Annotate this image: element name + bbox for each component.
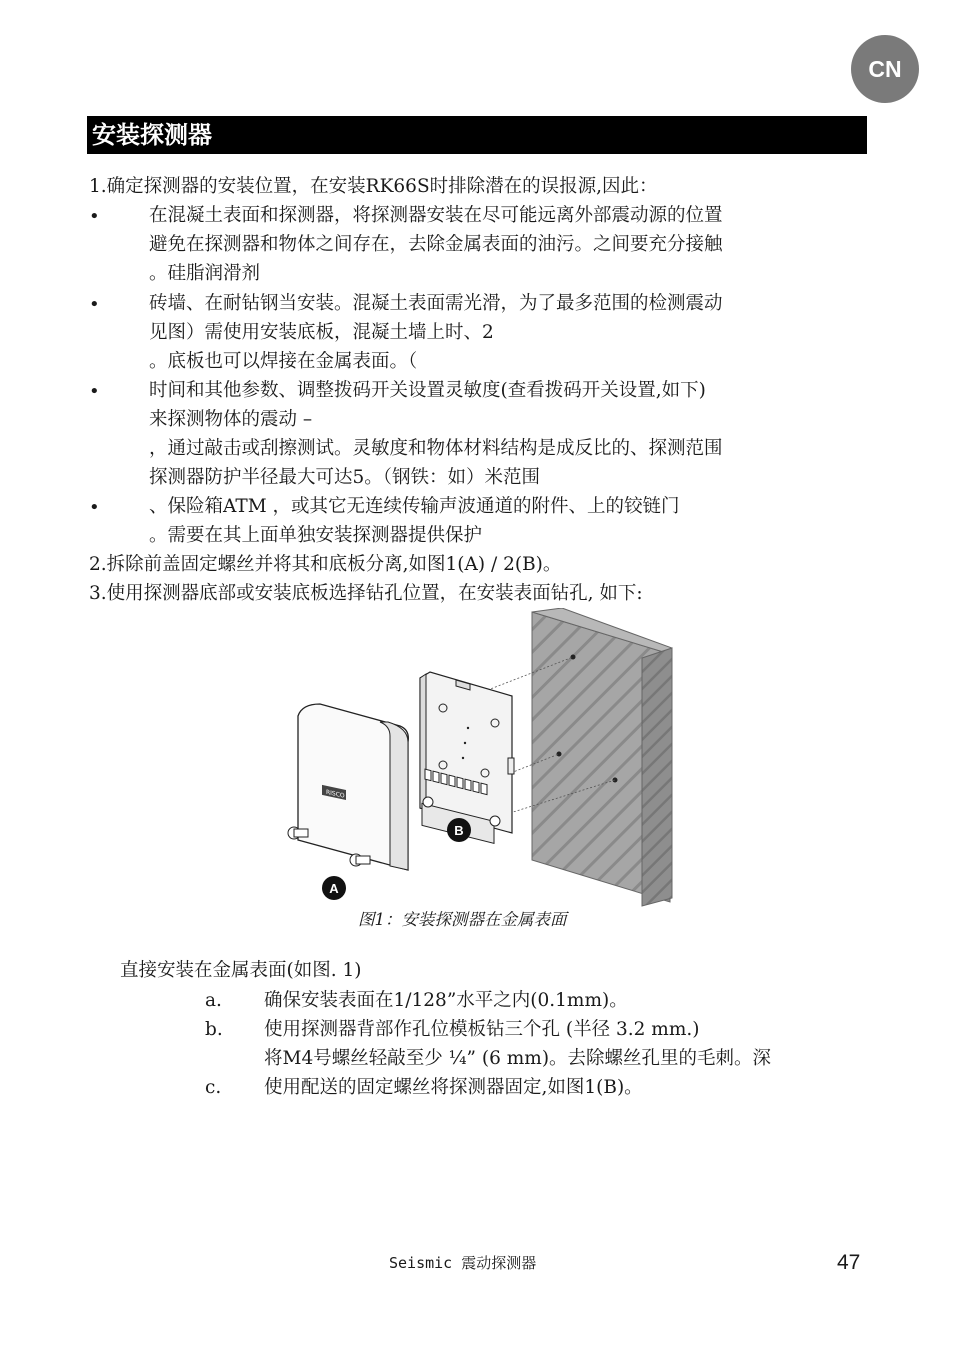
- device-brand-label: RISCO: [326, 788, 345, 800]
- step-2: 2.拆除前盖固定螺丝并将其和底板分离,如图1(A) / 2(B)。: [89, 554, 562, 575]
- list-item-text: 使用配送的固定螺丝将探测器固定,如图1(B)。: [264, 1077, 643, 1098]
- bullet-dot: •: [89, 294, 100, 315]
- bullet-line: 探测器防护半径最大可达5。（钢铁：如）米范围: [149, 467, 541, 488]
- direct-mount-heading: 直接安装在金属表面(如图. 1): [120, 960, 362, 981]
- footer-text: Seismic 震动探测器: [389, 1254, 537, 1272]
- list-marker: b.: [205, 1019, 223, 1040]
- installation-figure: [280, 608, 680, 912]
- bullet-line: 时间和其他参数、调整拨码开关设置灵敏度(查看拨码开关设置,如下): [149, 380, 706, 401]
- label-b-marker: [447, 818, 471, 842]
- figure-caption: 图1：安装探测器在金属表面: [358, 910, 567, 929]
- bullet-line: 砖墙、在耐钻钢当安装。混凝土表面需光滑，为了最多范围的检测震动: [149, 293, 723, 314]
- language-badge: CN: [851, 35, 919, 103]
- label-a-marker: [322, 876, 346, 900]
- bullet-line: ，通过敲击或刮擦测试。灵敏度和物体材料结构是成反比的、探测范围: [149, 438, 723, 459]
- bullet-line: 。底板也可以焊接在金属表面。（: [149, 351, 418, 372]
- list-marker: c.: [205, 1077, 222, 1098]
- list-item-text: 将M4号螺丝轻敲至少 ¼” (6 mm)。去除螺丝孔里的毛刺。深: [264, 1048, 772, 1069]
- bullet-line: 。需要在其上面单独安装探测器提供保护: [149, 525, 483, 546]
- detector-cover: [288, 704, 408, 870]
- bullet-dot: •: [89, 497, 100, 518]
- base-plate: [420, 672, 514, 843]
- step-1: 1.确定探测器的安装位置，在安装RK66S时排除潜在的误报源,因此：: [89, 176, 658, 197]
- bullet-line: 在混凝土表面和探测器，将探测器安装在尽可能远离外部震动源的位置: [149, 205, 723, 226]
- page-number: 47: [837, 1251, 861, 1274]
- bullet-dot: •: [89, 381, 100, 402]
- bullet-line: 避免在探测器和物体之间存在，去除金属表面的油污。之间要充分接触: [149, 234, 723, 255]
- bullet-line: 见图）需使用安装底板，混凝土墙上时、2: [149, 322, 494, 343]
- bullet-line: 。硅脂润滑剂: [149, 263, 261, 284]
- label-a: A: [329, 881, 339, 896]
- bullet-line: 来探测物体的震动 –: [149, 409, 313, 430]
- list-item-text: 确保安装表面在1/128”水平之内(0.1mm)。: [264, 990, 628, 1011]
- metal-wall: [532, 608, 672, 906]
- step-3: 3.使用探测器底部或安装底板选择钻孔位置，在安装表面钻孔, 如下:: [89, 583, 643, 604]
- bullet-dot: •: [89, 206, 100, 227]
- label-b: B: [454, 823, 464, 838]
- bullet-line: 、保险箱ATM ，或其它无连续传输声波通道的附件、上的铰链门: [149, 496, 680, 517]
- figure-drawing: [280, 608, 680, 908]
- section-title: 安装探测器: [87, 116, 867, 154]
- list-marker: a.: [205, 990, 222, 1011]
- list-item-text: 使用探测器背部作孔位模板钻三个孔 (半径 3.2 mm.): [264, 1019, 700, 1040]
